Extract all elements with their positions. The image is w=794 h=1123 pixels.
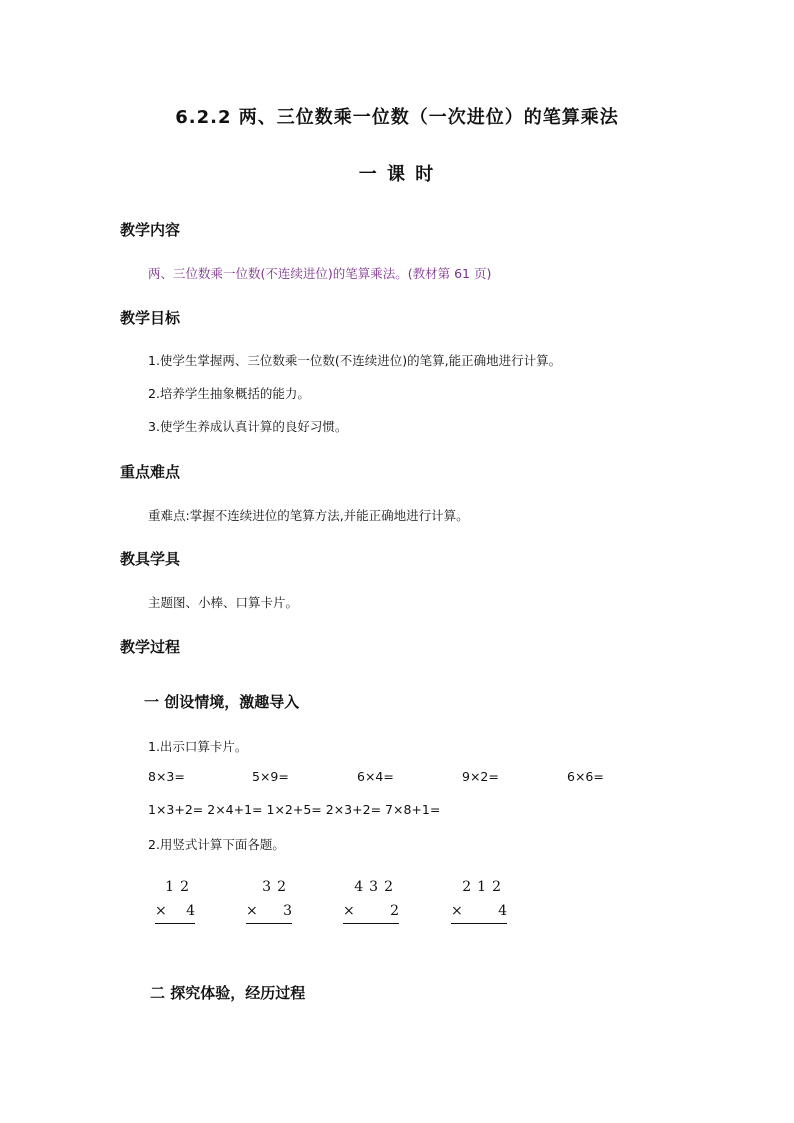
calc-multiplier: 4 bbox=[498, 903, 507, 919]
step-heading: 二 探究体验，经历过程 bbox=[150, 984, 306, 1002]
multiply-sign: × bbox=[451, 903, 463, 919]
goal-item: 3.使学生养成认真计算的良好习惯。 bbox=[148, 419, 348, 434]
content-text: 两、三位数乘一位数(不连续进位)的笔算乘法。(教材第 61 页) bbox=[148, 266, 492, 281]
oral-expression-row: 1×3+2= 2×4+1= 1×2+5= 2×3+2= 7×8+1= bbox=[148, 802, 441, 817]
step-heading: 一 创设情境，激趣导入 bbox=[144, 693, 300, 711]
heading-tools: 教具学具 bbox=[120, 550, 181, 568]
oral-expression: 6×4= bbox=[357, 769, 394, 784]
calc-line bbox=[343, 903, 399, 924]
calc-multiplier: 4 bbox=[186, 903, 195, 919]
heading-goals: 教学目标 bbox=[120, 309, 181, 327]
calc-multiplicand: 12 bbox=[165, 879, 195, 895]
calc-line bbox=[246, 903, 292, 924]
goal-item: 2.培养学生抽象概括的能力。 bbox=[148, 386, 310, 401]
calc-line bbox=[155, 903, 195, 924]
oral-expression: 5×9= bbox=[252, 769, 289, 784]
step-item: 1.出示口算卡片。 bbox=[148, 739, 248, 754]
step-item: 2.用竖式计算下面各题。 bbox=[148, 837, 285, 852]
vertical-calc bbox=[451, 879, 507, 925]
page-title: 6.2.2 两、三位数乘一位数（一次进位）的笔算乘法 bbox=[175, 107, 619, 128]
heading-content: 教学内容 bbox=[120, 221, 181, 239]
oral-expression: 8×3= bbox=[148, 769, 185, 784]
tools-text: 主题图、小棒、口算卡片。 bbox=[148, 595, 299, 610]
oral-expression: 9×2= bbox=[462, 769, 499, 784]
calc-multiplier: 2 bbox=[390, 903, 399, 919]
vertical-calc bbox=[155, 879, 195, 925]
heading-process: 教学过程 bbox=[120, 638, 181, 656]
calc-multiplicand: 432 bbox=[354, 879, 399, 895]
heading-key-points: 重点难点 bbox=[120, 463, 181, 481]
lesson-subtitle: 一 课 时 bbox=[358, 164, 436, 185]
oral-expression: 6×6= bbox=[567, 769, 604, 784]
calc-multiplicand: 32 bbox=[262, 879, 292, 895]
calc-multiplier: 3 bbox=[283, 903, 292, 919]
calc-line bbox=[451, 903, 507, 924]
multiply-sign: × bbox=[155, 903, 167, 919]
multiply-sign: × bbox=[246, 903, 258, 919]
vertical-calc bbox=[246, 879, 292, 925]
vertical-calc bbox=[343, 879, 399, 925]
goal-item: 1.使学生掌握两、三位数乘一位数(不连续进位)的笔算,能正确地进行计算。 bbox=[148, 353, 562, 368]
multiply-sign: × bbox=[343, 903, 355, 919]
calc-multiplicand: 212 bbox=[462, 879, 507, 895]
key-points-text: 重难点:掌握不连续进位的笔算方法,并能正确地进行计算。 bbox=[148, 508, 469, 523]
